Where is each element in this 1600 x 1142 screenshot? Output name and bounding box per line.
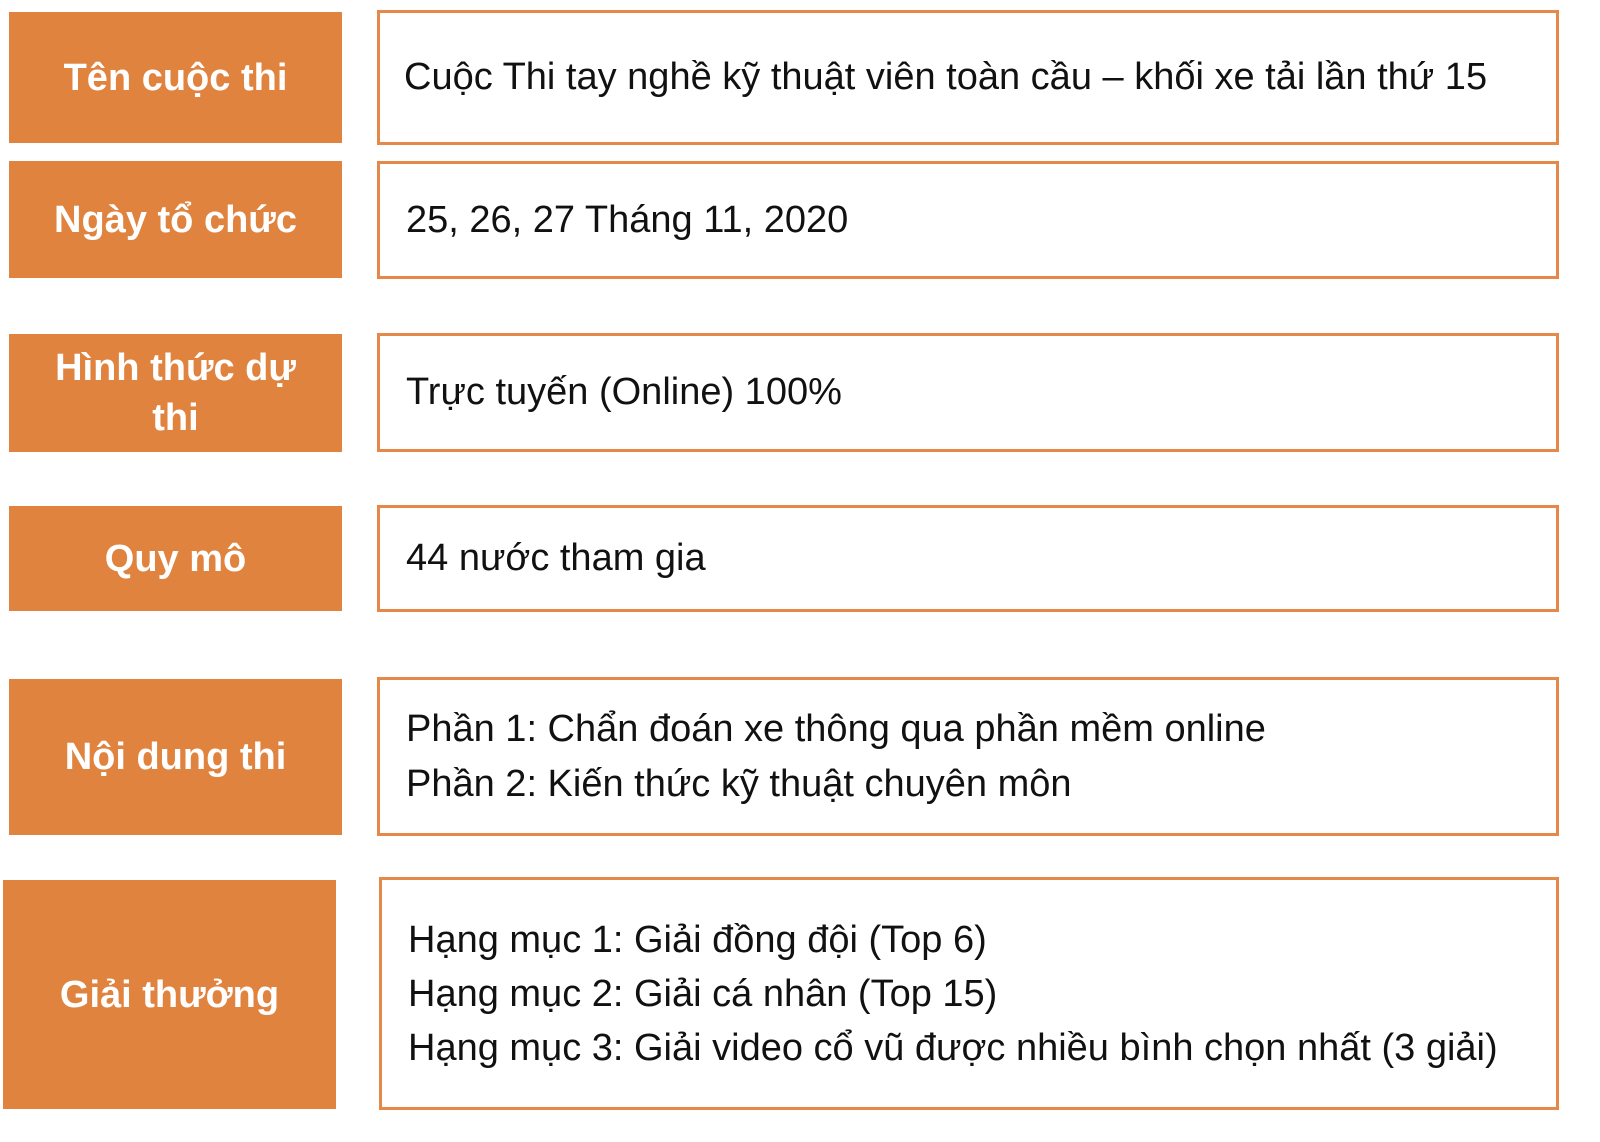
- value-content: [377, 677, 1559, 836]
- value-line: Hạng mục 3: Giải video cổ vũ được nhiều bình chọn nhất (3 giải): [408, 1026, 1498, 1069]
- value-line: Hạng mục 2: Giải cá nhân (Top 15): [408, 972, 998, 1015]
- label-contest-name: [9, 12, 342, 143]
- value-scale: [377, 505, 1559, 612]
- value-line: Hạng mục 1: Giải đồng đội (Top 6): [408, 918, 987, 961]
- label-prizes: [3, 880, 336, 1109]
- value-date: [377, 161, 1559, 279]
- label-text: Tên cuộc thi: [63, 56, 288, 99]
- label-text: Giải thưởng: [59, 973, 280, 1016]
- label-scale: [9, 506, 342, 611]
- label-text: Ngày tổ chức: [54, 198, 297, 241]
- value-contest-name: [377, 10, 1559, 145]
- value-format: [377, 333, 1559, 452]
- label-format: [9, 334, 342, 452]
- value-line: Cuộc Thi tay nghề kỹ thuật viên toàn cầu – khối xe tải lần thứ 15: [404, 56, 1488, 98]
- label-text: Hình thức dự thi: [55, 347, 296, 439]
- label-content: [9, 679, 342, 835]
- label-date: [9, 161, 342, 278]
- value-line: Phần 2: Kiến thức kỹ thuật chuyên môn: [406, 762, 1072, 805]
- label-text: Quy mô: [104, 537, 247, 580]
- label-text: Nội dung thi: [64, 736, 287, 778]
- value-line: Trực tuyến (Online) 100%: [406, 371, 842, 413]
- value-line: 44 nước tham gia: [406, 537, 706, 579]
- value-line: 25, 26, 27 Tháng 11, 2020: [406, 198, 849, 241]
- value-line: Phần 1: Chẩn đoán xe thông qua phần mềm online: [406, 707, 1266, 750]
- value-prizes: [379, 877, 1559, 1110]
